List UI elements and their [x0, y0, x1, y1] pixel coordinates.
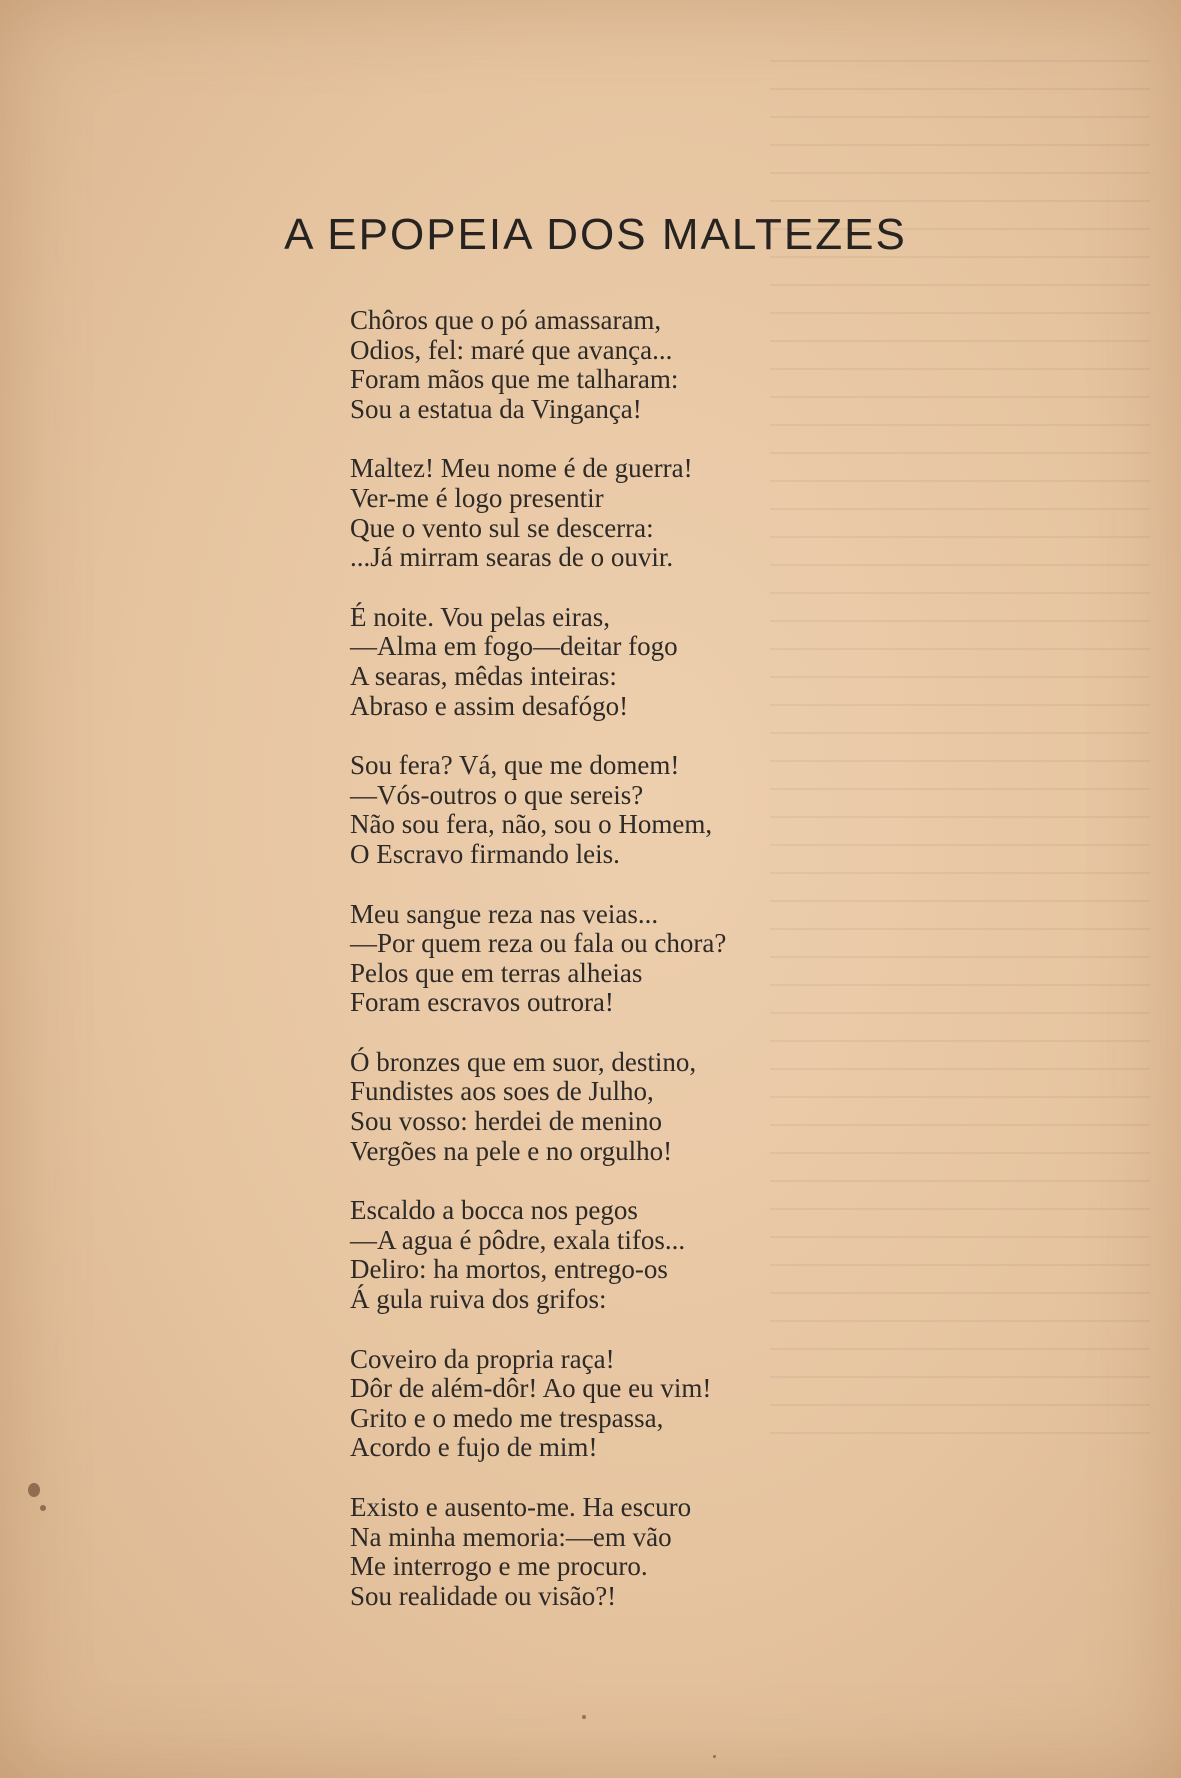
poem-body: [350, 306, 870, 1641]
poem-line: Chôros que o pó amassaram,: [350, 305, 662, 335]
poem-line: Dôr de além-dôr! Ao que eu vim!: [350, 1373, 712, 1404]
poem-line: Sou fera? Vá, que me domem!: [350, 750, 680, 781]
ink-spot: [28, 1483, 40, 1497]
poem-line: —Vós-outros o que sereis?: [350, 779, 644, 810]
ink-spot: [40, 1505, 46, 1511]
poem-line: Vergões na pele e no orgulho!: [350, 1135, 673, 1166]
stanza-4: [350, 751, 870, 869]
poem-line: Acordo e fujo de mim!: [350, 1432, 598, 1463]
stanza-8: [350, 1345, 870, 1463]
poem-line: Sou a estatua da Vingança!: [350, 393, 642, 424]
poem-line: Sou realidade ou visão?!: [350, 1580, 617, 1611]
poem-line: Sou vosso: herdei de menino: [350, 1106, 662, 1137]
stanza-5: [350, 900, 870, 1018]
poem-line: Grito e o medo me trespassa,: [350, 1402, 664, 1433]
stanza-9: [350, 1493, 870, 1611]
poem-line: Deliro: ha mortos, entrego-os: [350, 1254, 668, 1285]
poem-line: Abraso e assim desafógo!: [350, 690, 629, 721]
poem-line: É noite. Vou pelas eiras,: [350, 601, 610, 632]
poem-line: Maltez! Meu nome é de guerra!: [350, 453, 693, 484]
poem-line: Meu sangue reza nas veias...: [350, 898, 659, 929]
poem-line: Foram escravos outrora!: [350, 987, 614, 1018]
poem-line: —A agua é pôdre, exala tifos...: [350, 1224, 686, 1255]
poem-line: Fundistes aos soes de Julho,: [350, 1076, 654, 1107]
poem-line: O Escravo firmando leis.: [350, 838, 620, 869]
poem-line: Odios, fel: maré que avança...: [350, 334, 673, 365]
poem-title: A EPOPEIA DOS MALTEZES: [284, 210, 907, 259]
poem-line: Que o vento sul se descerra:: [350, 512, 654, 543]
poem-line: Ver-me é logo presentir: [350, 482, 604, 513]
stanza-7: [350, 1196, 870, 1314]
poem-line: ...Já mirram searas de o ouvir.: [350, 542, 674, 573]
poem-line: Ó bronzes que em suor, destino,: [350, 1046, 697, 1077]
poem-line: —Por quem reza ou fala ou chora?: [350, 928, 727, 959]
ink-spot: [713, 1755, 716, 1758]
poem-line: A searas, mêdas inteiras:: [350, 660, 617, 691]
poem-line: Á gula ruiva dos grifos:: [350, 1284, 607, 1315]
poem-line: —Alma em fogo—deitar fogo: [350, 631, 678, 662]
stanza-2: [350, 454, 870, 572]
poem-line: Não sou fera, não, sou o Homem,: [350, 809, 713, 840]
poem-line: Me interrogo e me procuro.: [350, 1551, 648, 1582]
poem-line: Na minha memoria:—em vão: [350, 1521, 672, 1552]
poem-line: Existo e ausento-me. Ha escuro: [350, 1492, 692, 1522]
poem-line: Escaldo a bocca nos pegos: [350, 1195, 638, 1226]
stanza-3: [350, 603, 870, 721]
stanza-1: [350, 306, 870, 424]
poem-line: Coveiro da propria raça!: [350, 1343, 615, 1374]
poem-line: Foram mãos que me talharam:: [350, 364, 679, 395]
poem-line: Pelos que em terras alheias: [350, 957, 643, 988]
ink-spot: [582, 1715, 586, 1719]
stanza-6: [350, 1048, 870, 1166]
